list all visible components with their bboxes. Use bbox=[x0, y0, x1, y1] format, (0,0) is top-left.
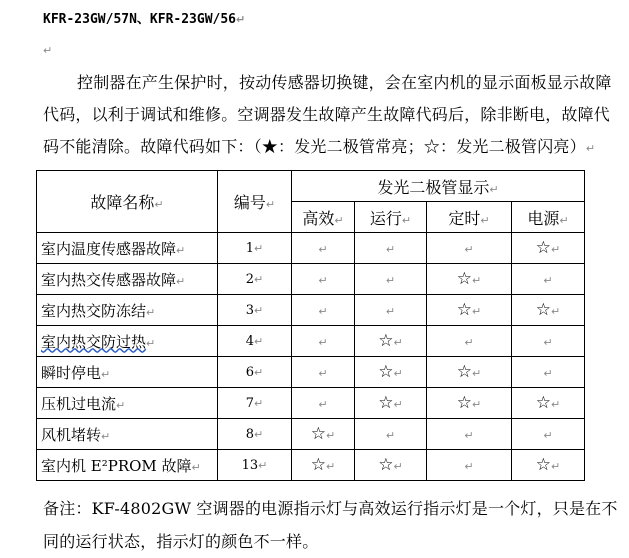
led-run-cell: ☆↵ bbox=[355, 450, 427, 481]
star-outline-icon: ☆ bbox=[456, 269, 473, 289]
table-row bbox=[37, 264, 585, 295]
led-timer-cell: ↵ bbox=[427, 419, 512, 450]
remark-paragraph: 备注：KF-4802GW 空调器的电源指示灯与高效运行指示灯是一个灯，只是在不同的运行状态，指示灯的颜色不一样。 bbox=[43, 499, 618, 551]
table-row bbox=[37, 233, 585, 264]
empty-paragraph-mark: ↵ bbox=[43, 44, 53, 57]
led-high-efficiency-cell: ↵ bbox=[292, 326, 355, 357]
table-row bbox=[37, 326, 585, 357]
fault-code-cell: 4↵ bbox=[218, 326, 292, 357]
led-power-cell: ↵ bbox=[512, 264, 585, 295]
header-led-run: 运行↵ bbox=[355, 202, 427, 233]
fault-code-cell: 2↵ bbox=[218, 264, 292, 295]
led-run-cell: ☆↵ bbox=[355, 357, 427, 388]
led-run-cell: ↵ bbox=[355, 419, 427, 450]
star-outline-icon: ☆ bbox=[535, 455, 552, 475]
header-fault-name: 故障名称↵ bbox=[37, 171, 218, 233]
fault-code-table bbox=[36, 170, 585, 481]
fault-name-cell: 室内热交防过热↵ bbox=[37, 326, 218, 357]
fault-name-cell: 室内温度传感器故障↵ bbox=[37, 233, 218, 264]
star-outline-icon: ☆ bbox=[535, 300, 552, 320]
fault-code-cell: 13↵ bbox=[218, 450, 292, 481]
led-power-cell: ☆↵ bbox=[512, 295, 585, 326]
led-high-efficiency-cell: ↵ bbox=[292, 264, 355, 295]
led-run-cell: ↵ bbox=[355, 264, 427, 295]
led-high-efficiency-cell: ↵ bbox=[292, 357, 355, 388]
star-outline-icon: ☆ bbox=[535, 393, 552, 413]
fault-name-cell: 室内热交传感器故障↵ bbox=[37, 264, 218, 295]
led-high-efficiency-cell: ☆↵ bbox=[292, 419, 355, 450]
table-row bbox=[37, 388, 585, 419]
fault-name-cell: 瞬时停电↵ bbox=[37, 357, 218, 388]
fault-code-cell: 6↵ bbox=[218, 357, 292, 388]
header-led-power: 电源↵ bbox=[512, 202, 585, 233]
led-timer-cell: ↵ bbox=[427, 233, 512, 264]
table-row bbox=[37, 295, 585, 326]
led-high-efficiency-cell: ☆↵ bbox=[292, 450, 355, 481]
led-power-cell: ☆↵ bbox=[512, 233, 585, 264]
led-run-cell: ☆↵ bbox=[355, 326, 427, 357]
star-outline-icon: ☆ bbox=[535, 238, 552, 258]
fault-code-cell: 3↵ bbox=[218, 295, 292, 326]
star-outline-icon: ☆ bbox=[378, 455, 394, 475]
star-outline-icon: ☆ bbox=[310, 455, 327, 475]
led-timer-cell: ☆↵ bbox=[427, 388, 512, 419]
star-outline-icon: ☆ bbox=[456, 362, 473, 382]
document-title: KFR-23GW/57N、KFR-23GW/56↵ bbox=[43, 12, 246, 27]
fault-code-cell: 7↵ bbox=[218, 388, 292, 419]
fault-name-cell: 室内机 E²PROM 故障↵ bbox=[37, 450, 218, 481]
led-run-cell: ☆↵ bbox=[355, 388, 427, 419]
fault-code-cell: 8↵ bbox=[218, 419, 292, 450]
table-row bbox=[37, 357, 585, 388]
led-power-cell: ↵ bbox=[512, 326, 585, 357]
table-row bbox=[37, 419, 585, 450]
led-run-cell: ↵ bbox=[355, 295, 427, 326]
led-high-efficiency-cell: ↵ bbox=[292, 388, 355, 419]
led-power-cell: ☆↵ bbox=[512, 450, 585, 481]
table-header-row bbox=[37, 171, 585, 202]
header-led-timer: 定时↵ bbox=[427, 202, 512, 233]
led-power-cell: ↵ bbox=[512, 357, 585, 388]
led-timer-cell: ☆↵ bbox=[427, 295, 512, 326]
star-outline-icon: ☆ bbox=[456, 393, 473, 413]
fault-name-cell: 压机过电流↵ bbox=[37, 388, 218, 419]
led-timer-cell: ↵ bbox=[427, 326, 512, 357]
star-outline-icon: ☆ bbox=[310, 424, 327, 444]
header-led-display: 发光二极管显示↵ bbox=[292, 171, 585, 202]
led-power-cell: ☆↵ bbox=[512, 388, 585, 419]
header-led-high-efficiency: 高效↵ bbox=[292, 202, 355, 233]
intro-paragraph: 控制器在产生保护时，按动传感器切换键，会在室内机的显示面板显示故障代码，以利于调试和维修。空调器发生故障产生故障代码后，除非断电，故障代码不能清除。故障代码如下：（★：发光二极管常亮；☆：发光二极管闪亮）↵ bbox=[43, 73, 612, 156]
led-run-cell: ↵ bbox=[355, 233, 427, 264]
table-row bbox=[37, 450, 585, 481]
led-timer-cell: ↵ bbox=[427, 450, 512, 481]
led-timer-cell: ☆↵ bbox=[427, 264, 512, 295]
led-power-cell: ↵ bbox=[512, 419, 585, 450]
star-outline-icon: ☆ bbox=[378, 362, 394, 382]
star-outline-icon: ☆ bbox=[378, 331, 394, 351]
fault-code-cell: 1↵ bbox=[218, 233, 292, 264]
led-high-efficiency-cell: ↵ bbox=[292, 295, 355, 326]
header-code-number: 编号↵ bbox=[218, 171, 292, 233]
led-timer-cell: ☆↵ bbox=[427, 357, 512, 388]
fault-name-cell: 室内热交防冻结↵ bbox=[37, 295, 218, 326]
star-outline-icon: ☆ bbox=[378, 393, 394, 413]
fault-name-cell: 风机堵转↵ bbox=[37, 419, 218, 450]
star-outline-icon: ☆ bbox=[456, 300, 473, 320]
led-high-efficiency-cell: ↵ bbox=[292, 233, 355, 264]
